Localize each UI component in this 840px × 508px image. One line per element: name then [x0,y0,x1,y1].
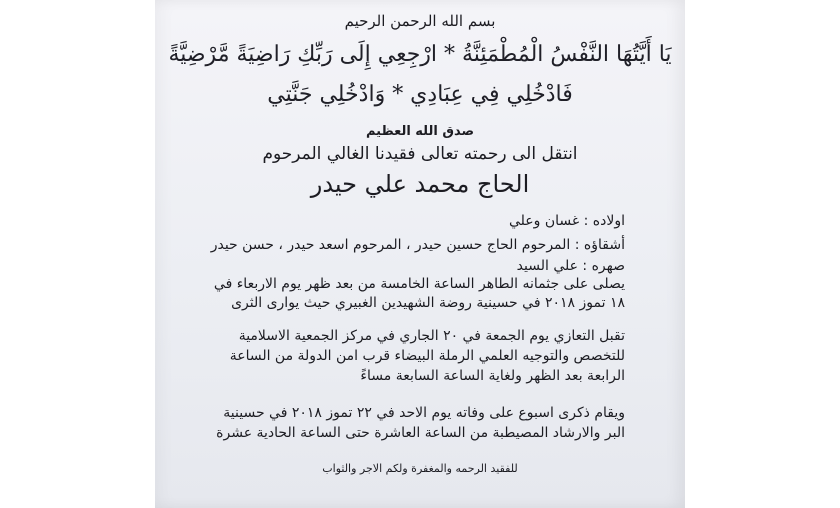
condolence-line-1: تقبل التعازي يوم الجمعة في ٢٠ الجاري في مركز الجمعية الاسلامية [238,328,625,344]
sadaq-allah: صدق الله العظيم [365,124,475,139]
condolence-line-3: الرابعة بعد الظهر ولغاية الساعة السابعة مساءً [360,368,625,384]
deceased-name: الحاج محمد علي حيدر [310,170,530,198]
prayer-line-1: يصلى على جثمانه الطاهر الساعة الخامسة من بعد ظهر يوم الاربعاء في [213,276,625,292]
intro-line: انتقل الى رحمته تعالى فقيدنا الغالي المرحوم [262,144,578,164]
basmala: بسم الله الرحمن الرحيم [344,12,496,30]
memorial-line-2: البر والارشاد المصيطبة من الساعة العاشرة حتى الساعة الحادية عشرة [216,425,625,441]
memorial-line-1: ويقام ذكرى اسبوع على وفاته يوم الاحد في ٢٢ تموز ٢٠١٨ في حسينية [223,405,625,421]
prayer-line-2: ١٨ تموز ٢٠١٨ في حسينية روضة الشهيدين الغبيري حيث يوارى الثرى [231,295,625,311]
quran-verse-line-2: فَادْخُلِي فِي عِبَادِي * وَادْخُلِي جَنَّتِي [267,82,573,107]
condolence-line-2: للتخصص والتوجيه العلمي الرملة البيضاء قرب امن الدولة من الساعة [229,348,625,364]
brothers-line: أشقاؤه : المرحوم الحاج حسين حيدر ، المرحوم اسعد حيدر ، حسن حيدر [210,237,625,253]
quran-verse-line-1: يَا أَيَّتُهَا النَّفْسُ الْمُطْمَئِنَّةُ * ارْجِعِي إِلَى رَبِّكِ رَاضِيَةً مَّرْضِيَّةً [168,42,672,67]
closing-line: للفقيد الرحمه والمغفرة ولكم الاجر والثواب [322,462,518,475]
son-in-law-line: صهره : علي السيد [516,258,625,274]
obituary-notice [155,0,685,508]
sons-line: اولاده : غسان وعلي [508,213,625,229]
